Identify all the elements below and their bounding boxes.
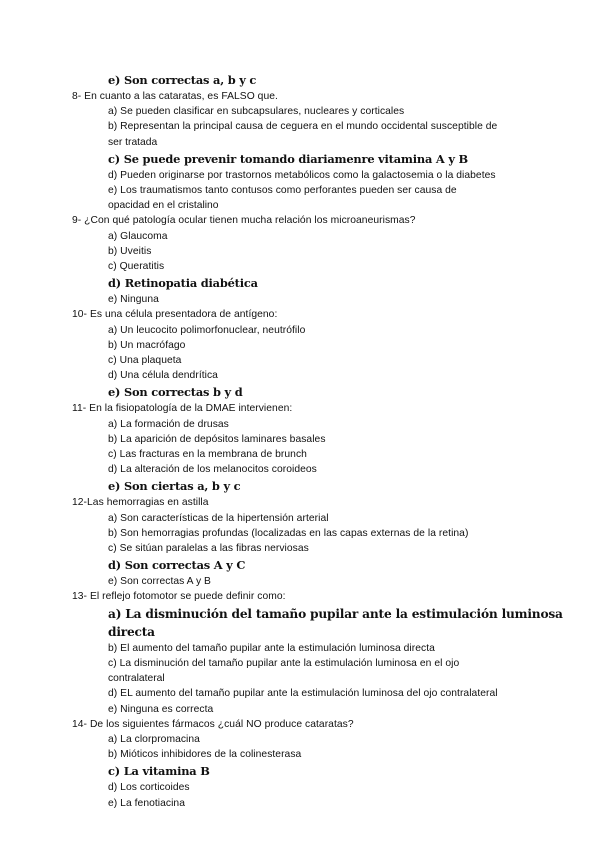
question-10: 10- Es una célula presentadora de antígeno:: [72, 309, 278, 321]
option-8b-cont: ser tratada: [108, 136, 158, 148]
answer-11e: e) Son ciertas a, b y c: [108, 479, 241, 494]
option-11a: a) La formación de drusas: [108, 418, 229, 430]
option-8a: a) Se pueden clasificar en subcapsulares, nucleares y corticales: [108, 106, 405, 118]
option-14a: a) La clorpromacina: [108, 733, 200, 745]
option-13c: c) La disminución del tamaño pupilar ante la estimulación luminosa en el ojo: [108, 657, 460, 669]
option-9a: a) Glaucoma: [108, 230, 168, 242]
option-10b: b) Un macrófago: [108, 339, 186, 351]
question-11: 11- En la fisiopatología de la DMAE intervienen:: [72, 403, 293, 415]
option-8e-cont: opacidad en el cristalino: [108, 200, 219, 212]
option-14d: d) Los corticoides: [108, 782, 190, 794]
option-9e: e) Ninguna: [108, 294, 159, 306]
option-14b: b) Mióticos inhibidores de la colinesterasa: [108, 749, 302, 761]
answer-13a: a) La disminución del tamaño pupilar ante la estimulación luminosa: [108, 606, 563, 621]
option-12a: a) Son características de la hipertensión arterial: [108, 512, 329, 524]
option-12c: c) Se sitúan paralelas a las fibras nerviosas: [108, 543, 309, 555]
option-13c-cont: contralateral: [108, 673, 165, 685]
option-11c: c) Las fracturas en la membrana de brunch: [108, 449, 307, 461]
answer-8c: c) Se puede prevenir tomando diariamenre vitamina A y B: [108, 151, 468, 166]
question-13: 13- El reflejo fotomotor se puede definir como:: [72, 591, 286, 603]
option-13d: d) EL aumento del tamaño pupilar ante la estimulación luminosa del ojo contralateral: [108, 688, 498, 700]
option-8d: d) Pueden originarse por trastornos metabólicos como la galactosemia o la diabetes: [108, 169, 496, 181]
option-11d: d) La alteración de los melanocitos coroideos: [108, 464, 317, 476]
option-12e: e) Son correctas A y B: [108, 576, 211, 588]
option-14e: e) La fenotiacina: [108, 797, 185, 809]
option-8b: b) Representan la principal causa de ceguera en el mundo occidental susceptible de: [108, 121, 498, 133]
option-13b: b) El aumento del tamaño pupilar ante la estimulación luminosa directa: [108, 642, 435, 654]
question-12: 12-Las hemorragias en astilla: [72, 497, 209, 509]
question-9: 9- ¿Con qué patología ocular tienen mucha relación los microaneurismas?: [72, 215, 416, 227]
answer-13a-cont: directa: [108, 624, 155, 639]
option-10d: d) Una célula dendrítica: [108, 370, 218, 382]
answer-9d: d) Retinopatia diabética: [108, 276, 258, 291]
option-12b: b) Son hemorragias profundas (localizadas en las capas externas de la retina): [108, 527, 469, 539]
option-13e: e) Ninguna es correcta: [108, 703, 214, 715]
option-10c: c) Una plaqueta: [108, 355, 182, 367]
answer-14c: c) La vitamina B: [108, 764, 210, 779]
answer-7e: e) Son correctas a, b y c: [108, 73, 257, 87]
option-11b: b) La aparición de depósitos laminares basales: [108, 433, 326, 445]
question-14: 14- De los siguientes fármacos ¿cuál NO produce cataratas?: [72, 718, 354, 730]
question-8: 8- En cuanto a las cataratas, es FALSO que.: [72, 91, 278, 102]
option-9b: b) Uveitis: [108, 245, 152, 257]
option-10a: a) Un leucocito polimorfonuclear, neutrófilo: [108, 324, 306, 336]
option-8e: e) Los traumatismos tanto contusos como perforantes pueden ser causa de: [108, 185, 457, 197]
answer-12d: d) Son correctas A y C: [108, 558, 246, 573]
answer-10e: e) Son correctas b y d: [108, 385, 243, 400]
option-9c: c) Queratitis: [108, 261, 165, 273]
